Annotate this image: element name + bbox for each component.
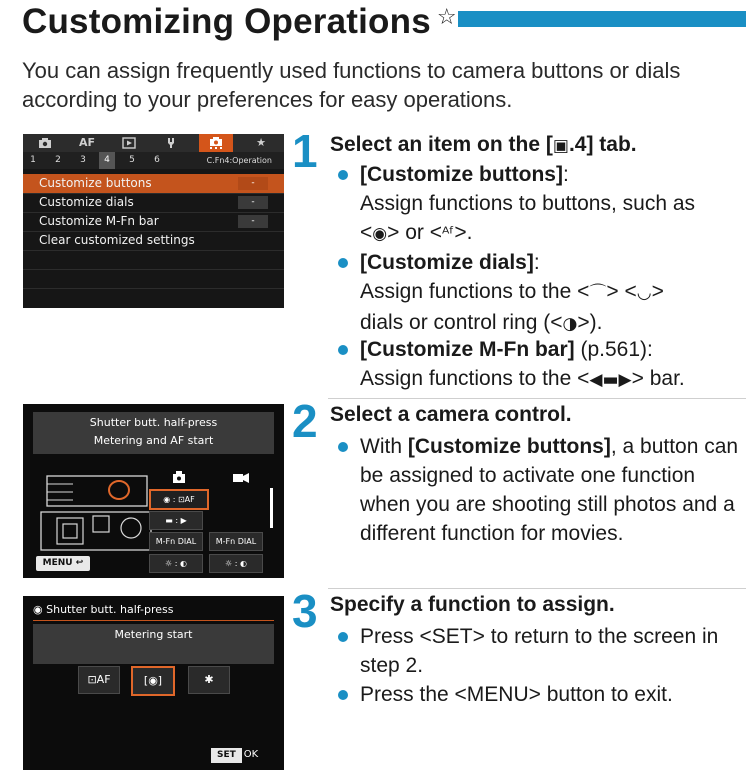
step2-bullet: With [Customize buttons], a button can be assigned to activate one function when you are shooting still photos and a different function for movies. <box>338 432 748 577</box>
menu-item-value: - <box>238 177 268 190</box>
custom-function-tab-icon[interactable] <box>199 134 233 152</box>
screen-header-label: Shutter butt. half-press <box>46 603 174 616</box>
menu-item-value: - <box>238 196 268 209</box>
step-number-2: 2 <box>292 395 318 447</box>
subtab-4[interactable]: 4 <box>99 152 115 169</box>
function-banner: Metering start <box>33 624 274 664</box>
step-divider <box>328 588 746 589</box>
bullet-dot <box>338 632 348 642</box>
control-still-shutter-button[interactable]: ◉ : ⊡AF <box>149 489 209 510</box>
control-ring-icon: ◑ <box>562 314 578 334</box>
step-number-1: 1 <box>292 125 318 177</box>
subtab-5[interactable]: 5 <box>129 155 135 165</box>
menu-item-label: Customize M-Fn bar <box>39 214 159 228</box>
step-title-3: Specify a function to assign. <box>330 593 615 616</box>
camera-menu-screen <box>23 134 284 308</box>
menu-item-label: Customize buttons <box>39 176 152 190</box>
menu-item-empty <box>23 269 284 289</box>
metering-start-option[interactable]: [◉] <box>131 666 175 696</box>
playback-tab-icon[interactable] <box>115 134 143 152</box>
subtab-6[interactable]: 6 <box>154 155 160 165</box>
main-dial-icon: ⌒ <box>589 283 607 303</box>
subtab-3[interactable]: 3 <box>80 155 86 165</box>
menu-item-customize-dials[interactable] <box>23 193 284 213</box>
my-menu-star-icon[interactable]: ★ <box>256 136 266 149</box>
star-icon: ☆ <box>436 4 457 29</box>
step1-bullet-customize-buttons: [Customize buttons]: Assign functions to buttons, such as <◉> or <ᴬᶠ>. <box>338 160 748 250</box>
screen-header <box>33 602 174 618</box>
shooting-tab-camera-icon[interactable] <box>31 134 59 152</box>
step-title-1: Select an item on the [▣.4] tab. <box>330 133 637 156</box>
camera-control-screen <box>23 404 284 578</box>
title-accent-bar <box>458 11 746 27</box>
step3-bullet-press-menu: Press the <MENU> button to exit. <box>338 680 748 710</box>
banner-line-2: Metering and AF start <box>93 434 214 447</box>
page-title: Customizing Operations ☆ <box>22 2 457 41</box>
menu-item-empty <box>23 288 284 307</box>
metering-af-start-option[interactable]: ⊡AF <box>78 666 120 694</box>
step1-bullet-customize-mfn: [Customize M-Fn bar] (p.561): Assign functions to the <◀▬▶> bar. <box>338 335 748 395</box>
menu-subtab-row <box>23 152 284 169</box>
subtab-2[interactable]: 2 <box>55 155 61 165</box>
af-on-button-icon: ᴬᶠ <box>441 224 455 244</box>
menu-item-customize-mfn-bar[interactable] <box>23 212 284 232</box>
banner-line-1: Shutter butt. half-press <box>89 416 218 429</box>
menu-item-empty <box>23 250 284 270</box>
quick-control-dial-icon: ◡ <box>636 283 652 303</box>
shutter-button-icon: ◉ <box>372 224 388 244</box>
header-divider <box>33 620 274 621</box>
step-number-3: 3 <box>292 585 318 637</box>
menu-item-label: Customize dials <box>39 195 134 209</box>
bullet-dot <box>338 690 348 700</box>
set-ok-button[interactable] <box>211 747 268 762</box>
step1-bullet-customize-dials: [Customize dials]: Assign functions to the <⌒> <◡> dials or control ring (<◑>). <box>338 248 748 338</box>
subtab-1[interactable]: 1 <box>30 155 36 165</box>
bullet-dot <box>338 170 348 180</box>
intro-paragraph: You can assign frequently used functions to camera buttons or dials according to your preferences for easy operations. <box>22 58 681 112</box>
step3-bullet-press-set: Press <SET> to return to the screen in step 2. <box>338 622 748 680</box>
menu-tab-row <box>23 134 284 152</box>
menu-item-customize-buttons[interactable] <box>23 174 284 194</box>
ae-lock-option[interactable]: ✱ <box>188 666 230 694</box>
bullet-dot <box>338 258 348 268</box>
menu-return-button[interactable]: MENU ↩ <box>36 556 90 571</box>
mfn-bar-icon: ◀▬▶ <box>589 370 632 390</box>
menu-item-label: Clear customized settings <box>39 233 195 247</box>
control-movie-button[interactable]: ▬ : ▶ <box>149 511 203 530</box>
step-title-2: Select a camera control. <box>330 403 572 426</box>
ok-label: OK <box>243 749 259 760</box>
control-mfn-dial-func[interactable]: M-Fn DIAL <box>149 532 203 551</box>
menu-page-label: C.Fn4:Operation <box>206 156 272 165</box>
bullet-dot <box>338 442 348 452</box>
shutter-button-icon: ◉ <box>33 603 43 616</box>
custom-function-icon: ▣ <box>552 136 569 156</box>
control-set-button[interactable]: ☼ : ◐ <box>149 554 203 573</box>
af-tab[interactable]: AF <box>78 136 96 149</box>
set-chip: SET <box>211 748 242 763</box>
menu-item-clear-customized[interactable] <box>23 231 284 251</box>
bullet-dot <box>338 345 348 355</box>
control-set-button-movie[interactable]: ☼ : ◐ <box>209 554 263 573</box>
menu-item-value: - <box>238 215 268 228</box>
step-divider <box>328 398 746 399</box>
function-assign-screen <box>23 596 284 770</box>
setup-tab-wrench-icon[interactable] <box>157 134 185 152</box>
control-mfn-dial-func-movie[interactable]: M-Fn DIAL <box>209 532 263 551</box>
